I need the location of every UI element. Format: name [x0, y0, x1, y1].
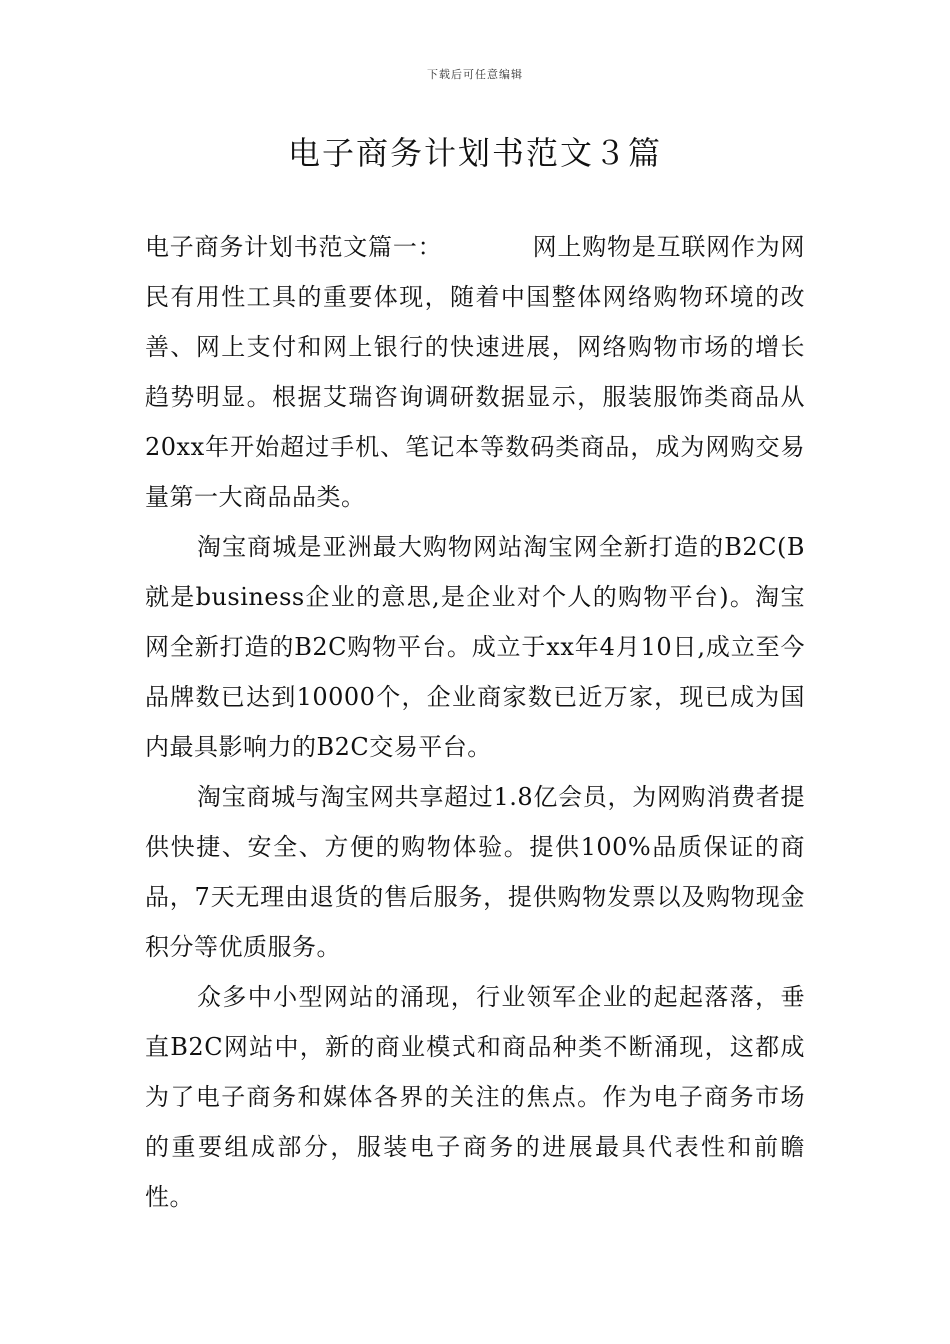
- document-body: [145, 222, 805, 1222]
- paragraph-4: 众多中小型网站的涌现，行业领军企业的起起落落，垂直B2C网站中，新的商业模式和商品种类不断涌现，这都成为了电子商务和媒体各界的关注的焦点。作为电子商务市场的重要组成部分，服装电子商务的进展最具代表性和前瞻性。: [145, 983, 805, 1211]
- paragraph-1: [145, 222, 805, 522]
- paragraph-2: 淘宝商城是亚洲最大购物网站淘宝网全新打造的B2C(B就是business企业的意思,是企业对个人的购物平台)。淘宝网全新打造的B2C购物平台。成立于xx年4月10日,成立至今品牌数已达到10000个，企业商家数已近万家，现已成为国内最具影响力的B2C交易平台。: [145, 533, 805, 761]
- document-title: 电子商务计划书范文３篇: [287, 134, 662, 172]
- paragraph-1-text: 网上购物是互联网作为网民有用性工具的重要体现，随着中国整体网络购物环境的改善、网上支付和网上银行的快速进展，网络购物市场的增长趋势明显。根据艾瑞咨询调研数据显示，服装服饰类商品从20xx年开始超过手机、笔记本等数码类商品，成为网购交易量第一大商品品类。: [145, 233, 805, 511]
- header-note: 下载后可任意编辑: [427, 68, 523, 81]
- paragraph-3: 淘宝商城与淘宝网共享超过1.8亿会员，为网购消费者提供快捷、安全、方便的购物体验。提供100%品质保证的商品，7天无理由退货的售后服务，提供购物发票以及购物现金积分等优质服务。: [145, 783, 805, 961]
- section-label: 电子商务计划书范文篇一：: [145, 233, 443, 261]
